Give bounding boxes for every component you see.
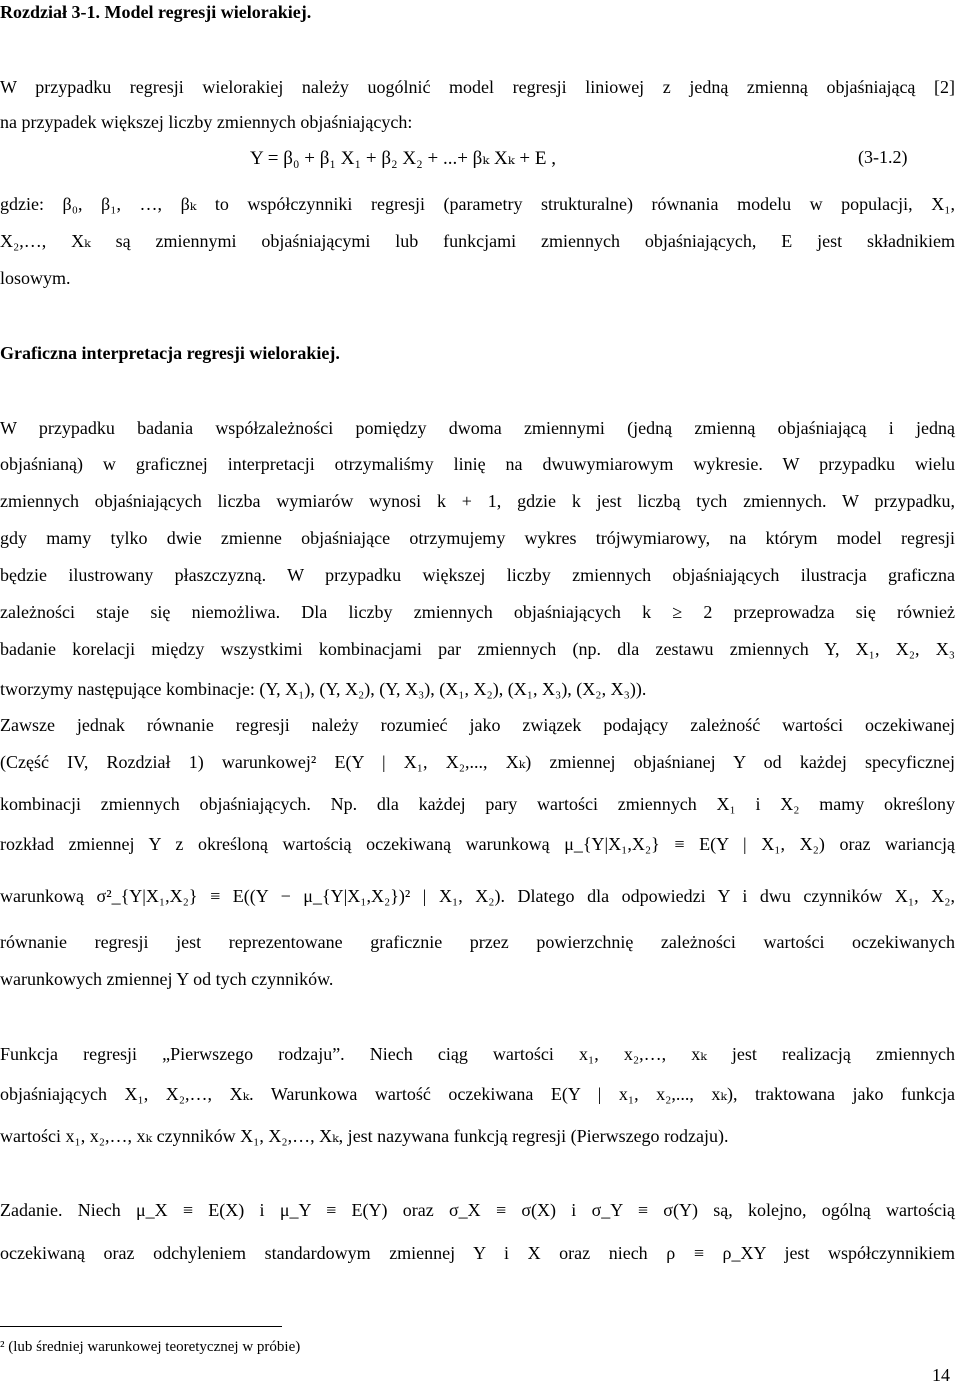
paragraph2-line-6: równanie regresji jest reprezentowane graficznie przez powierzchnię zależności wartości oczekiwanych [0,932,955,952]
paragraph4-line-1: Zadanie. Niech μ_X ≡ E(X) i μ_Y ≡ E(Y) oraz σ_X ≡ σ(X) i σ_Y ≡ σ(Y) są, kolejno, ogólną wartością [0,1200,955,1220]
paragraph3-line-2: objaśniających X₁, X₂,…, Xₖ. Warunkowa wartość oczekiwana E(Y | x₁, x₂,..., xₖ), traktowana jako funkcja [0,1084,955,1104]
paragraph2-line-3: kombinacji zmiennych objaśniających. Np. dla każdej pary wartości zmiennych X₁ i X₂ mamy określony [0,794,955,814]
paragraph1-line-7: badanie korelacji między wszystkimi kombinacjami par zmiennych (np. dla zestawu zmiennych Y, X₁, X₂, X₃ [0,639,955,659]
paragraph2-line-4: rozkład zmiennej Y z określoną wartością oczekiwaną warunkową μ_{Y|X₁,X₂} ≡ E(Y | X₁, X₂) oraz wariancją [0,834,955,854]
paragraph1-line-4: gdy mamy tylko dwie zmienne objaśniające otrzymujemy wykres trójwymiarowy, na którym model regresji [0,528,955,548]
paragraph2-line-2: (Część IV, Rozdział 1) warunkowej² E(Y | X₁, X₂,..., Xₖ) zmiennej objaśnianej Y od każdej specyficznej [0,752,955,772]
paragraph3-line-1: Funkcja regresji „Pierwszego rodzaju”. Niech ciąg wartości x₁, x₂,…, xₖ jest realizacją zmiennych [0,1044,955,1064]
intro-line-2: na przypadek większej liczby zmiennych objaśniających: [0,112,413,132]
section-heading: Graficzna interpretacja regresji wielorakiej. [0,343,340,363]
paragraph2-line-5: warunkową σ²_{Y|X₁,X₂} ≡ E((Y − μ_{Y|X₁,X₂})² | X₁, X₂). Dlatego dla odpowiedzi Y i dwu czynników X₁, X₂, [0,886,955,906]
intro-line-1: W przypadku regresji wielorakiej należy uogólnić model regresji liniowej z jedną zmienną objaśniającą [2] [0,77,955,97]
footnote-separator [0,1326,282,1327]
where-line-2: X₂,…, Xₖ są zmiennymi objaśniającymi lub funkcjami zmiennych objaśniających, E jest składnikiem [0,231,955,251]
equation-number: (3-1.2) [858,147,908,167]
paragraph1-line-3: zmiennych objaśniających liczba wymiarów wynosi k + 1, gdzie k jest liczbą tych zmiennych. W przypadku, [0,491,955,511]
paragraph1-line-2: objaśnianą) w graficznej interpretacji otrzymaliśmy linię na dwuwymiarowym wykresie. W przypadku wielu [0,454,955,474]
where-line-1: gdzie: β₀, β₁, …, βₖ to współczynniki regresji (parametry strukturalne) równania modelu w populacji, X₁, [0,194,955,214]
page-number: 14 [932,1365,950,1385]
paragraph3-line-3: wartości x₁, x₂,…, xₖ czynników X₁, X₂,…, Xₖ, jest nazywana funkcją regresji (Pierwszego rodzaju). [0,1126,729,1146]
regression-equation: Y = β₀ + β₁ X₁ + β₂ X₂ + ...+ βₖ Xₖ + E , [250,148,556,169]
paragraph1-line-5: będzie ilustrowany płaszczyzną. W przypadku większej liczby zmiennych objaśniających ilustracja graficzna [0,565,955,585]
footnote: ² (lub średniej warunkowej teoretycznej w próbie) [0,1339,301,1355]
paragraph1-line-6: zależności staje się niemożliwa. Dla liczby zmiennych objaśniających k ≥ 2 przeprowadza się również [0,602,955,622]
paragraph2-line-1: Zawsze jednak równanie regresji należy rozumieć jako związek podający zależność wartości oczekiwanej [0,715,955,735]
paragraph1-line-1: W przypadku badania współzależności pomiędzy dwoma zmiennymi (jedną zmienną objaśniającą i jedną [0,418,955,438]
chapter-title: Rozdział 3-1. Model regresji wielorakiej. [0,2,312,22]
where-line-3: losowym. [0,268,71,288]
paragraph4-line-2: oczekiwaną oraz odchyleniem standardowym zmiennej Y i X oraz niech ρ ≡ ρ_XY jest współczynnikiem [0,1243,955,1263]
paragraph1-line-8: tworzymy następujące kombinacje: (Y, X₁), (Y, X₂), (Y, X₃), (X₁, X₂), (X₁, X₃), (X₂, X₃)). [0,679,647,699]
paragraph2-line-7: warunkowych zmiennej Y od tych czynników. [0,969,334,989]
